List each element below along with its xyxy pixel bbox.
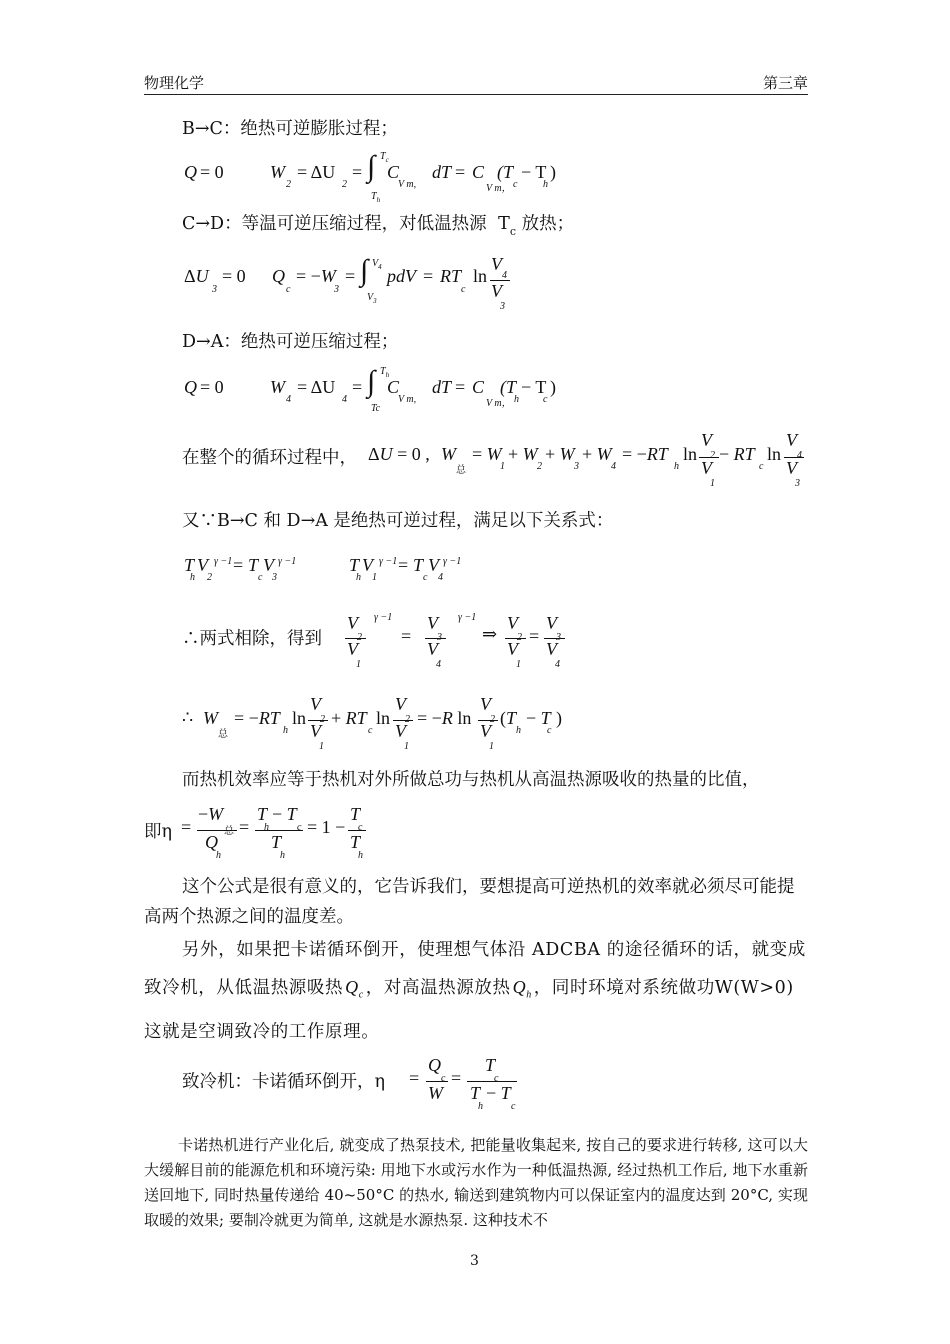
therefore-symbol: ∴ xyxy=(182,708,194,728)
symbol-qh: $Q_h$ xyxy=(512,977,532,1001)
page-number: 3 xyxy=(470,1253,479,1269)
header-right: 第三章 xyxy=(763,74,809,92)
divide-text: ∴两式相除，得到 xyxy=(182,629,322,649)
reverse-paragraph xyxy=(144,932,808,1051)
symbol-qc: $Q_c$ xyxy=(345,977,364,1001)
step-cd-text: C→D：等温可逆压缩过程，对低温热源 xyxy=(182,214,487,234)
step-cd-tc: T xyxy=(498,214,510,234)
fridge-text: 致冷机：卡诺循环倒开，η xyxy=(182,1072,385,1092)
heat-pump-paragraph: 卡诺热机进行产业化后, 就变成了热泵技术, 把能量收集起来, 按自己的要求进行转移, 这可以大大缓解目前的能源危机和环境污染: 用地下水或污水作为一种低温热源, 经过热机工作后, 地下水重新送回地下, 同时热量传递给 40~50°C 的热水, 输送到建筑物内可以保证室内的温度达到 20°C, 实现取暖的效果; 要制冷就更为简单, 这就是水源热泵. 这种技术不 xyxy=(144,1136,808,1229)
meaning-paragraph: 这个公式是很有意义的，它告诉我们，要想提高可逆热机的效率就必须尽可能提高两个热源之间的温度差。 xyxy=(144,877,795,927)
relation-text: 又∵B→C 和 D→A 是绝热可逆过程，满足以下关系式： xyxy=(182,511,614,531)
reverse-part3: ，同时环境对系统做功W(W>0)这就是空调致冷的工作原理。 xyxy=(144,978,794,1042)
step-cd-heading xyxy=(182,210,575,238)
step-da-heading: D→A：绝热可逆压缩过程； xyxy=(182,332,399,352)
header-left: 物理化学 xyxy=(144,74,205,92)
step-cd-tail: 放热； xyxy=(521,214,575,234)
reverse-part2: ，对高温热源放热 xyxy=(365,978,511,998)
reverse-part1: 另外，如果把卡诺循环倒开，使理想气体沿 ADCBA 的途径循环的话，就变成致冷机，从低温热源吸热 xyxy=(144,940,806,998)
header-rule xyxy=(144,94,808,95)
cycle-text: 在整个的循环过程中， xyxy=(182,448,357,468)
efficiency-text: 而热机效率应等于热机对外所做总功与热机从高温热源吸收的热量的比值， xyxy=(182,770,760,790)
step-bc-heading: B→C：绝热可逆膨胀过程； xyxy=(182,119,398,139)
efficiency-prefix: 即η xyxy=(144,822,172,842)
step-cd-tc-sub: c xyxy=(509,225,517,238)
